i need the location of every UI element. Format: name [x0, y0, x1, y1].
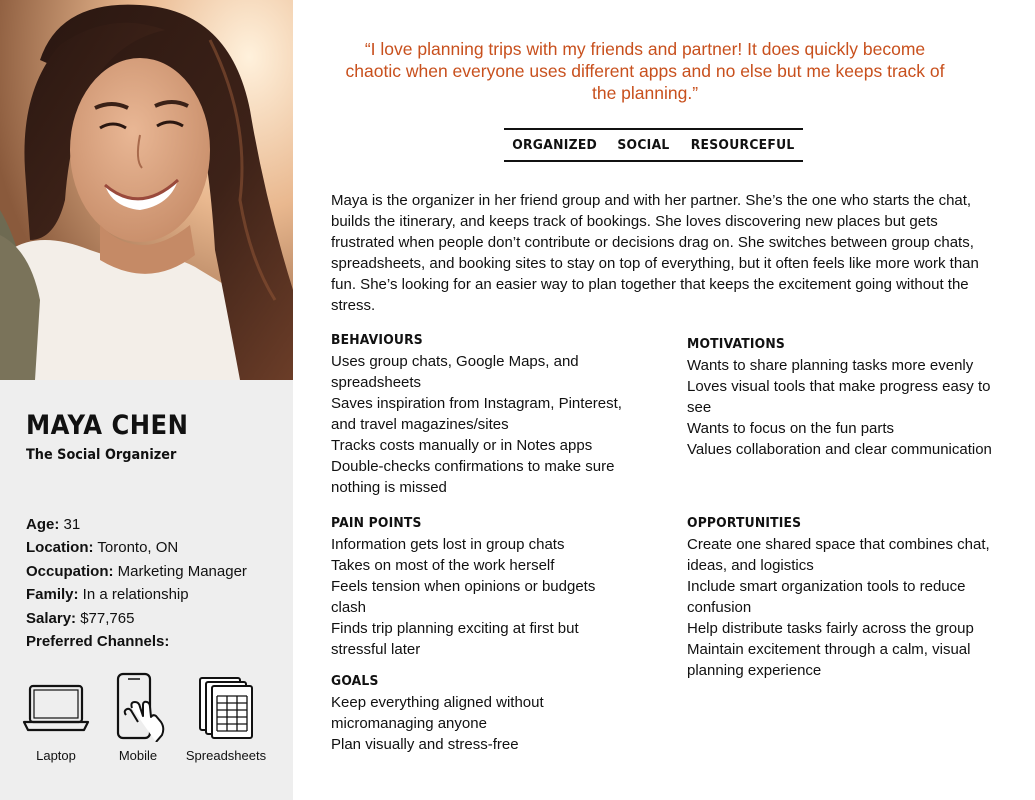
section-title: OPPORTUNITIES — [687, 516, 802, 531]
persona-quote: “I love planning trips with my friends and partner! It does quickly become chaotic when everyone uses different apps and no else but me keeps track of the planning.” — [345, 39, 945, 103]
persona-sidebar — [0, 0, 293, 800]
detail-label: Preferred Channels: — [26, 633, 170, 651]
list-item: Takes on most of the work herself — [331, 557, 555, 574]
detail-label: Age: — [26, 516, 60, 533]
detail-salary — [26, 607, 286, 630]
list-item: Help distribute tasks fairly across the group — [687, 620, 974, 637]
section-behaviours — [331, 333, 651, 498]
section-title: MOTIVATIONS — [687, 337, 785, 352]
detail-value: In a relationship — [78, 586, 189, 604]
laptop-icon — [22, 672, 90, 742]
section-motivations — [687, 337, 1005, 460]
list-item: Wants to share planning tasks more evenly — [687, 357, 974, 374]
list-item: Include smart organization tools to reduce confusion — [687, 578, 966, 616]
detail-label: Occupation: — [26, 562, 114, 580]
persona-details — [26, 513, 286, 653]
trait-social: SOCIAL — [617, 137, 670, 153]
list-item: Values collaboration and clear communication — [687, 441, 992, 458]
channel-mobile — [108, 672, 168, 763]
list-item: Keep everything aligned without micromanaging anyone — [331, 694, 544, 732]
persona-photo — [0, 0, 293, 380]
list-item: Double-checks confirmations to make sure nothing is missed — [331, 458, 615, 496]
detail-occupation — [26, 560, 286, 583]
list-item: Finds trip planning exciting at first but stressful later — [331, 620, 579, 658]
channel-label: Spreadsheets — [185, 748, 267, 763]
section-title: GOALS — [331, 674, 379, 689]
list-item: Plan visually and stress-free — [331, 736, 519, 753]
detail-value: $77,765 — [76, 609, 135, 627]
list-item: Information gets lost in group chats — [331, 536, 565, 553]
persona-bio: Maya is the organizer in her friend group and with her partner. She’s the one who starts the chat, builds the itinerary, and keeps track of bookings. She loves discovering new places but gets frustrated when people don’t contribute or decisions drag on. She switches between group chats, spreadsheets, and booking sites to stay on top of everything, but it often feels like more work than fun. She’s looking for an easier way to plan together that keeps the excitement going without the stress. — [331, 192, 979, 314]
channel-laptop — [20, 672, 92, 763]
detail-label: Salary: — [26, 609, 77, 627]
list-item: Saves inspiration from Instagram, Pinterest, and travel magazines/sites — [331, 395, 622, 433]
list-item: Create one shared space that combines chat, ideas, and logistics — [687, 536, 990, 574]
mobile-touch-icon — [108, 672, 170, 742]
spreadsheet-icon — [196, 672, 256, 742]
detail-value: Marketing Manager — [113, 562, 247, 580]
channel-spreadsheets — [180, 672, 272, 763]
detail-family — [26, 583, 286, 606]
section-goals — [331, 674, 591, 755]
detail-label: Family: — [26, 586, 79, 604]
trait-organized: ORGANIZED — [511, 137, 597, 153]
persona-traits — [504, 128, 803, 162]
detail-age — [26, 513, 286, 536]
detail-value: Toronto, ON — [93, 539, 179, 557]
section-opportunities — [687, 516, 1005, 681]
persona-name: MAYA CHEN — [26, 410, 189, 441]
channel-label: Mobile — [118, 748, 158, 763]
detail-value: 31 — [59, 516, 81, 533]
detail-preferred-channels — [26, 630, 286, 653]
persona-subtitle: The Social Organizer — [26, 447, 177, 463]
channel-label: Laptop — [36, 748, 76, 763]
list-item: Wants to focus on the fun parts — [687, 420, 895, 437]
section-pain-points — [331, 516, 631, 660]
list-item: Tracks costs manually or in Notes apps — [331, 437, 593, 454]
detail-location — [26, 536, 286, 559]
list-item: Loves visual tools that make progress easy to see — [687, 378, 991, 416]
section-title: PAIN POINTS — [331, 516, 422, 531]
list-item: Feels tension when opinions or budgets clash — [331, 578, 596, 616]
list-item: Maintain excitement through a calm, visual planning experience — [687, 641, 971, 679]
section-title: BEHAVIOURS — [331, 333, 423, 348]
trait-resourceful: RESOURCEFUL — [690, 137, 795, 153]
detail-label: Location: — [26, 539, 94, 557]
list-item: Uses group chats, Google Maps, and spreadsheets — [331, 353, 579, 391]
